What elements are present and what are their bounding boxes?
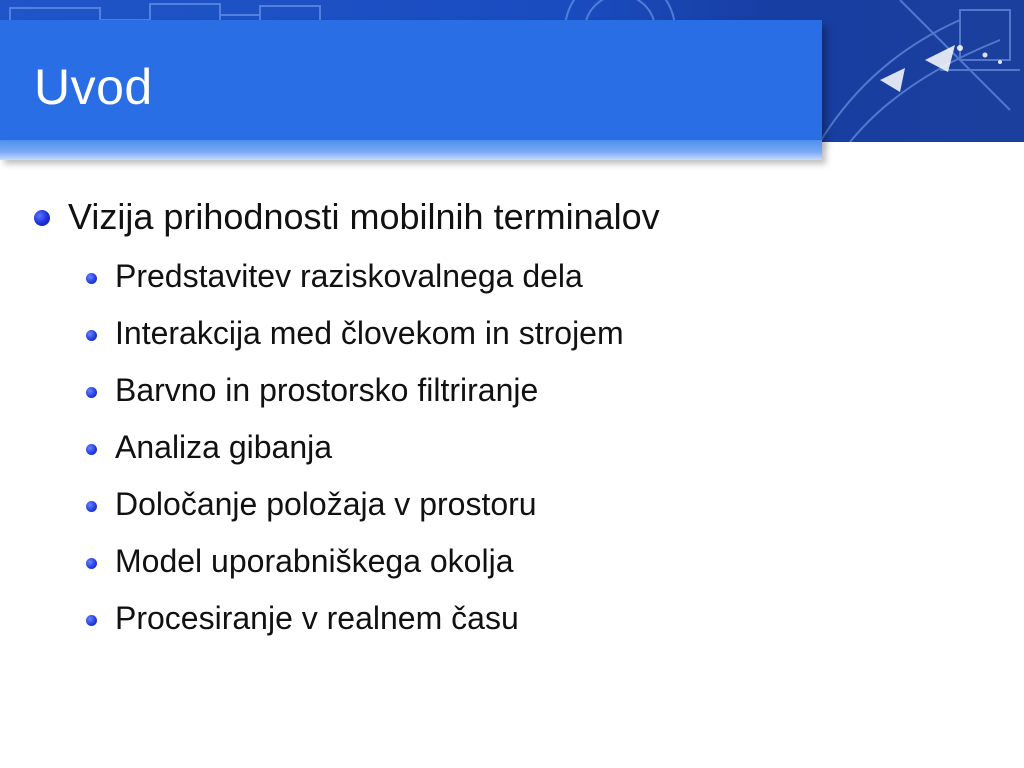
bullet-dot-icon (86, 387, 97, 398)
bullet-dot-icon (86, 444, 97, 455)
bullet-dot-icon (86, 330, 97, 341)
sub-bullet-text: Interakcija med človekom in strojem (115, 315, 624, 351)
sub-bullet-text: Model uporabniškega okolja (115, 543, 514, 579)
sub-bullet (86, 372, 538, 409)
bullet-dot-icon (86, 273, 97, 284)
bullet-dot-icon (86, 615, 97, 626)
bullet-dot-icon (86, 558, 97, 569)
sub-bullet (86, 600, 519, 637)
sub-bullet (86, 315, 624, 352)
sub-bullet (86, 429, 332, 466)
sub-bullet (86, 486, 537, 523)
bullet-dot-icon (34, 210, 50, 226)
sub-bullet-text: Procesiranje v realnem času (115, 600, 519, 636)
main-bullet (34, 196, 660, 238)
bullet-dot-icon (86, 501, 97, 512)
sub-bullet-text: Barvno in prostorsko filtriranje (115, 372, 539, 408)
sub-bullet (86, 258, 583, 295)
sub-bullet-text: Analiza gibanja (115, 429, 333, 465)
sub-bullet-text: Predstavitev raziskovalnega dela (115, 258, 583, 294)
slide-title: Uvod (34, 59, 153, 115)
sub-bullet (86, 543, 513, 580)
title-panel-shadow (0, 140, 822, 160)
main-bullet-text: Vizija prihodnosti mobilnih terminalov (68, 196, 660, 237)
sub-bullet-text: Določanje položaja v prostoru (115, 486, 537, 522)
